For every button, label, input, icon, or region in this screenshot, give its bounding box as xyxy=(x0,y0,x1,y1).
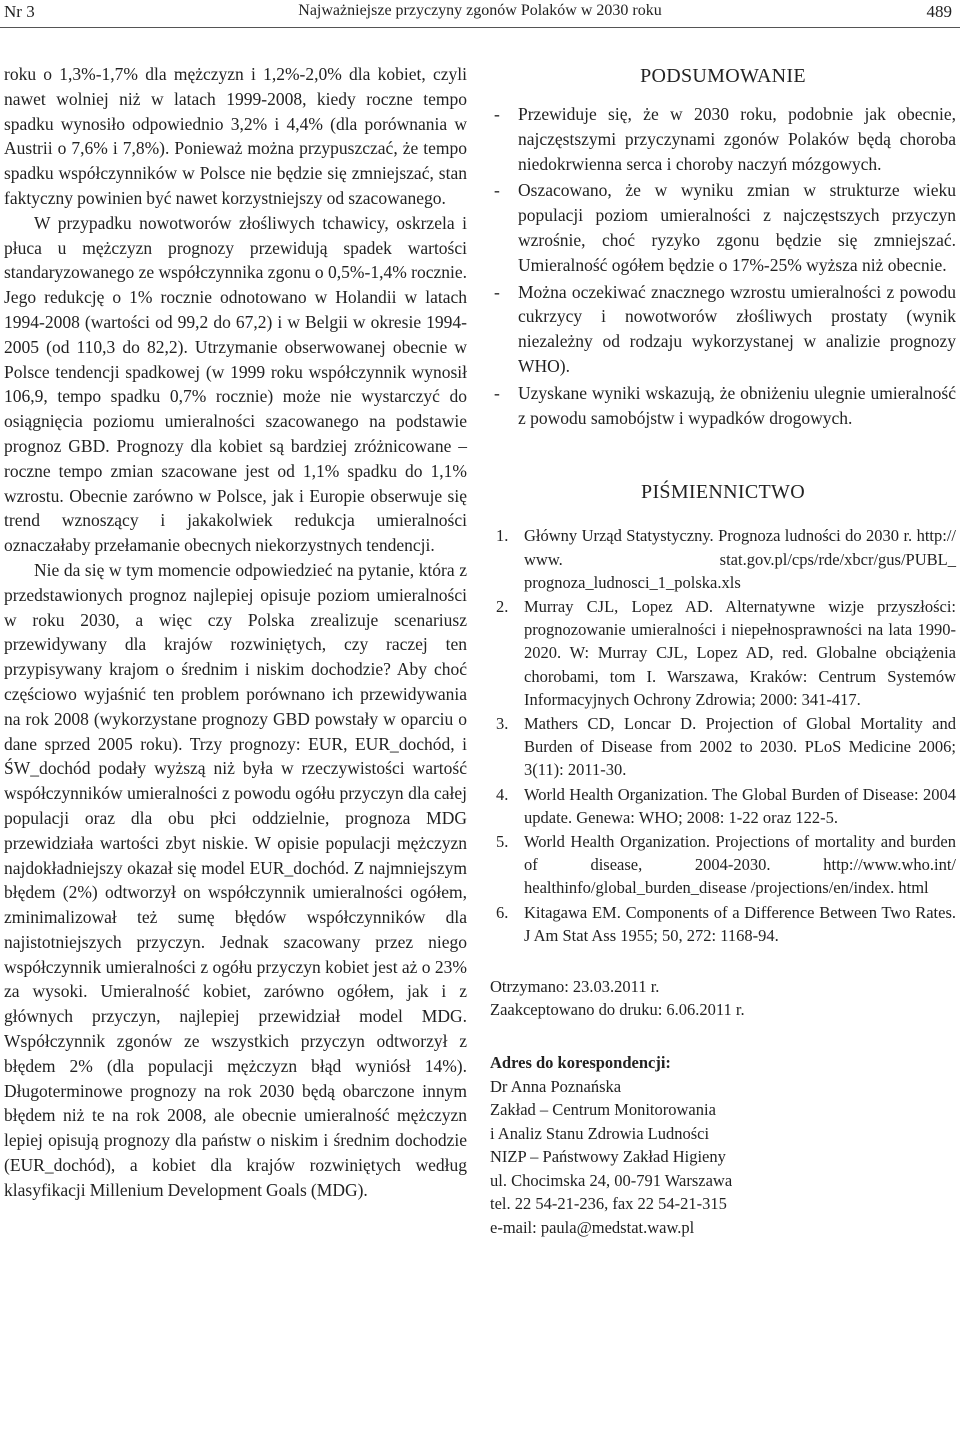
issue-number: Nr 3 xyxy=(4,2,35,21)
right-column xyxy=(490,62,956,1239)
body-paragraph: Nie da się w tym momencie odpowiedzieć na pytanie, która z przedstawionych prognoz najlepiej opisuje poziom umieralności w roku 2030, a więc czy Polska zrealizuje scenariusz przewidywany dla krajów rozwiniętych, czy raczej ten przypisywany krajom o średnim i niskim dochodzie? Aby choć częściowo wyjaśnić ten problem porównano ich przewidywania na rok 2008 (wykorzystane prognozy GBD powstały w oparciu o dane sprzed 2005 roku). Trzy prognozy: EUR, EUR_dochód, i ŚW_dochód podały wyższą niż była w rzeczywistości wartość współczynników umieralności z powodu ogółu przyczyn dla całej populacji oraz dla obu płci oddzielnie, prognoza MDG przewidziała wartości zbyt niskie. W opisie populacji mężczyzn najdokładniejszy okazał się model EUR_dochód. Z najmniejszym błędem (2%) odtworzył on współczynnik umieralności ogółem, zminimalizował też sumę błędów współczynników dla najistotniejszych przyczyn. Jednak szacowany przez niego współczynnik umieralności z ogółu przyczyn kobiet jest aż o 23% za wysoki. Umieralność kobiet, zarówno ogółem, jak i z głównych przyczyn, najlepiej przewidział model MDG. Współczynnik zgonów ze wszystkich przyczyn odtworzył z błędem 2% (dla populacji mężczyzn błąd wyniósł 14%). Długoterminowe prognozy na rok 2030 będą obarczone innym błędem niż te na rok 2008, ale obecnie umieralność mężczyzn lepiej opisują prognozy dla państw o niskim i średnim dochodzie (EUR_dochód), a kobiet dla krajów rozwiniętych według klasyfikacji Millenium Development Goals (MDG). xyxy=(4,559,467,1200)
reference-number: 6. xyxy=(496,902,509,922)
reference-item xyxy=(490,524,956,594)
accepted-date: Zaakceptowano do druku: 6.06.2011 r. xyxy=(490,1000,745,1020)
dash-bullet: - xyxy=(494,180,500,201)
summary-list xyxy=(490,102,956,430)
correspondence-address xyxy=(490,1051,956,1239)
reference-item xyxy=(490,595,956,711)
dash-bullet: - xyxy=(494,382,500,403)
reference-text: Kitagawa EM. Components of a Difference Between Two Rates. J Am Stat Ass 1955; 50, 272: 1168-94. xyxy=(524,902,956,945)
address-line: ul. Chocimska 24, 00-791 Warszawa xyxy=(490,1170,733,1190)
body-paragraph: W przypadku nowotworów złośliwych tchawicy, oskrzela i płuca u mężczyzn prognozy przewidują spadek wartości standaryzowanego ze współczynnika zgonu o 0,5%-1,4% rocznie. Jego redukcję o 1% rocznie odnotowano w Holandii w latach 1994-2008 (wartości od 99,2 do 67,2) i w Belgii w okresie 1994-2005 (od 110,3 do 82,2). Utrzymanie obserwowanej obecnie w Polsce tendencji spadkowej (w 1999 roku współczynnik wynosił 106,9, tempo spadku 0,7% rocznie) może nie wystarczyć do osiągnięcia poziomu umieralności szacowanego na podstawie prognoz GBD. Prognozy dla kobiet są bardziej zróżnicowane – roczne tempo zmian szacowane jest od 1,1% spadku do 1,1% wzrostu. Obecnie zarówno w Polsce, jak i Europie obserwuje się trend wznoszący i jakakolwiek redukcja umieralności oznaczałaby przełamanie obecnych niekorzystnych tendencji. xyxy=(4,212,467,556)
header-rule xyxy=(0,27,960,28)
page-number: 489 xyxy=(926,2,952,21)
email-address: e-mail: paula@medstat.waw.pl xyxy=(490,1217,695,1237)
summary-heading: PODSUMOWANIE xyxy=(640,65,806,87)
reference-text: World Health Organization. Projections of mortality and burden of disease, 2004-2030. http://www.who.int/ healthinfo/global_burden_disease /projections/en/index. html xyxy=(524,832,956,898)
received-date: Otrzymano: 23.03.2011 r. xyxy=(490,977,660,997)
running-title: Najważniejsze przyczyny zgonów Polaków w 2030 roku xyxy=(298,2,662,19)
reference-number: 3. xyxy=(496,713,509,733)
reference-number: 1. xyxy=(496,526,509,546)
address-line: tel. 22 54-21-236, fax 22 54-21-315 xyxy=(490,1194,727,1214)
summary-item xyxy=(490,381,956,431)
references-heading: PIŚMIENNICTWO xyxy=(641,481,805,504)
reference-item xyxy=(490,830,956,900)
address-line: Zakład – Centrum Monitorowania xyxy=(490,1100,716,1120)
summary-item xyxy=(490,102,956,176)
article-dates xyxy=(490,975,956,1021)
summary-item-text: Uzyskane wyniki wskazują, że obniżeniu ulegnie umieralność z powodu samobójstw i wypadków drogowych. xyxy=(518,382,956,428)
reference-number: 5. xyxy=(496,832,509,851)
correspondence-label: Adres do korespondencji: xyxy=(490,1053,671,1073)
reference-number: 4. xyxy=(496,784,509,804)
reference-item xyxy=(490,712,956,782)
summary-item-text: Przewiduje się, że w 2030 roku, podobnie jak obecnie, najczęstszymi przyczynami zgonów Polaków będą choroba niedokrwienna serca i choroby naczyń mózgowych. xyxy=(518,104,956,174)
reference-number: 2. xyxy=(496,596,509,616)
body-paragraph: roku o 1,3%-1,7% dla mężczyzn i 1,2%-2,0% dla kobiet, czyli nawet wolniej niż w latach 1999-2008, kiedy roczne tempo spadku wynosiło odpowiednio 3,2% i 4,4% (dla porównania w Austrii o 7,6% i 7,8%). Ponieważ można przypuszczać, że tempo spadku współczynników w Polsce nie będzie się zmniejszać, stan faktyczny powinien być nawet korzystniejszy od szacowanego. xyxy=(4,64,467,208)
summary-item-text: Oszacowano, że w wyniku zmian w strukturze wieku populacji poziom umieralności z najczęstszych przyczyn wzrośnie, choć ryzyko zgonu będzie się zmniejszać. Umieralność ogółem będzie o 17%-25% wyższa niż obecnie. xyxy=(518,180,956,275)
references-list xyxy=(490,524,956,947)
reference-item xyxy=(490,783,956,829)
address-line: Dr Anna Poznańska xyxy=(490,1076,622,1096)
address-line: i Analiz Stanu Zdrowia Ludności xyxy=(490,1123,710,1143)
reference-text: Główny Urząd Statystyczny. Prognoza ludności do 2030 r. http:// www. stat.gov.pl/cps/rde/xbcr/gus/PUBL_ prognoza_ludnosci_1_polska.xls xyxy=(524,526,956,592)
reference-text: World Health Organization. The Global Burden of Disease: 2004 update. Genewa: WHO; 2008: 1-22 oraz 122-5. xyxy=(524,784,956,827)
summary-item-text: Można oczekiwać znacznego wzrostu umieralności z powodu cukrzycy i nowotworów złośliwych prostaty (wynik niezależny od rodzaju wykorzystanej w analizie prognozy WHO). xyxy=(518,281,956,376)
summary-item xyxy=(490,280,956,379)
dash-bullet: - xyxy=(494,281,500,302)
dash-bullet: - xyxy=(494,104,500,124)
reference-item xyxy=(490,901,956,947)
summary-item xyxy=(490,178,956,277)
reference-text: Mathers CD, Loncar D. Projection of Global Mortality and Burden of Disease from 2002 to 2030. PLoS Medicine 2006; 3(11): 2011-30. xyxy=(524,713,956,780)
running-header xyxy=(0,0,960,30)
reference-text: Murray CJL, Lopez AD. Alternatywne wizje przyszłości: prognozowanie umieralności i niepełnosprawności na lata 1990-2020. W: Murray CJL, Lopez AD, red. Globalne obciążenia chorobami, tom I. Warszawa, Kraków: Centrum Systemów Informacyjnych Ochrony Zdrowia; 2000: 341-417. xyxy=(524,596,956,709)
left-column xyxy=(4,62,467,1203)
address-line: NIZP – Państwowy Zakład Higieny xyxy=(490,1147,726,1167)
